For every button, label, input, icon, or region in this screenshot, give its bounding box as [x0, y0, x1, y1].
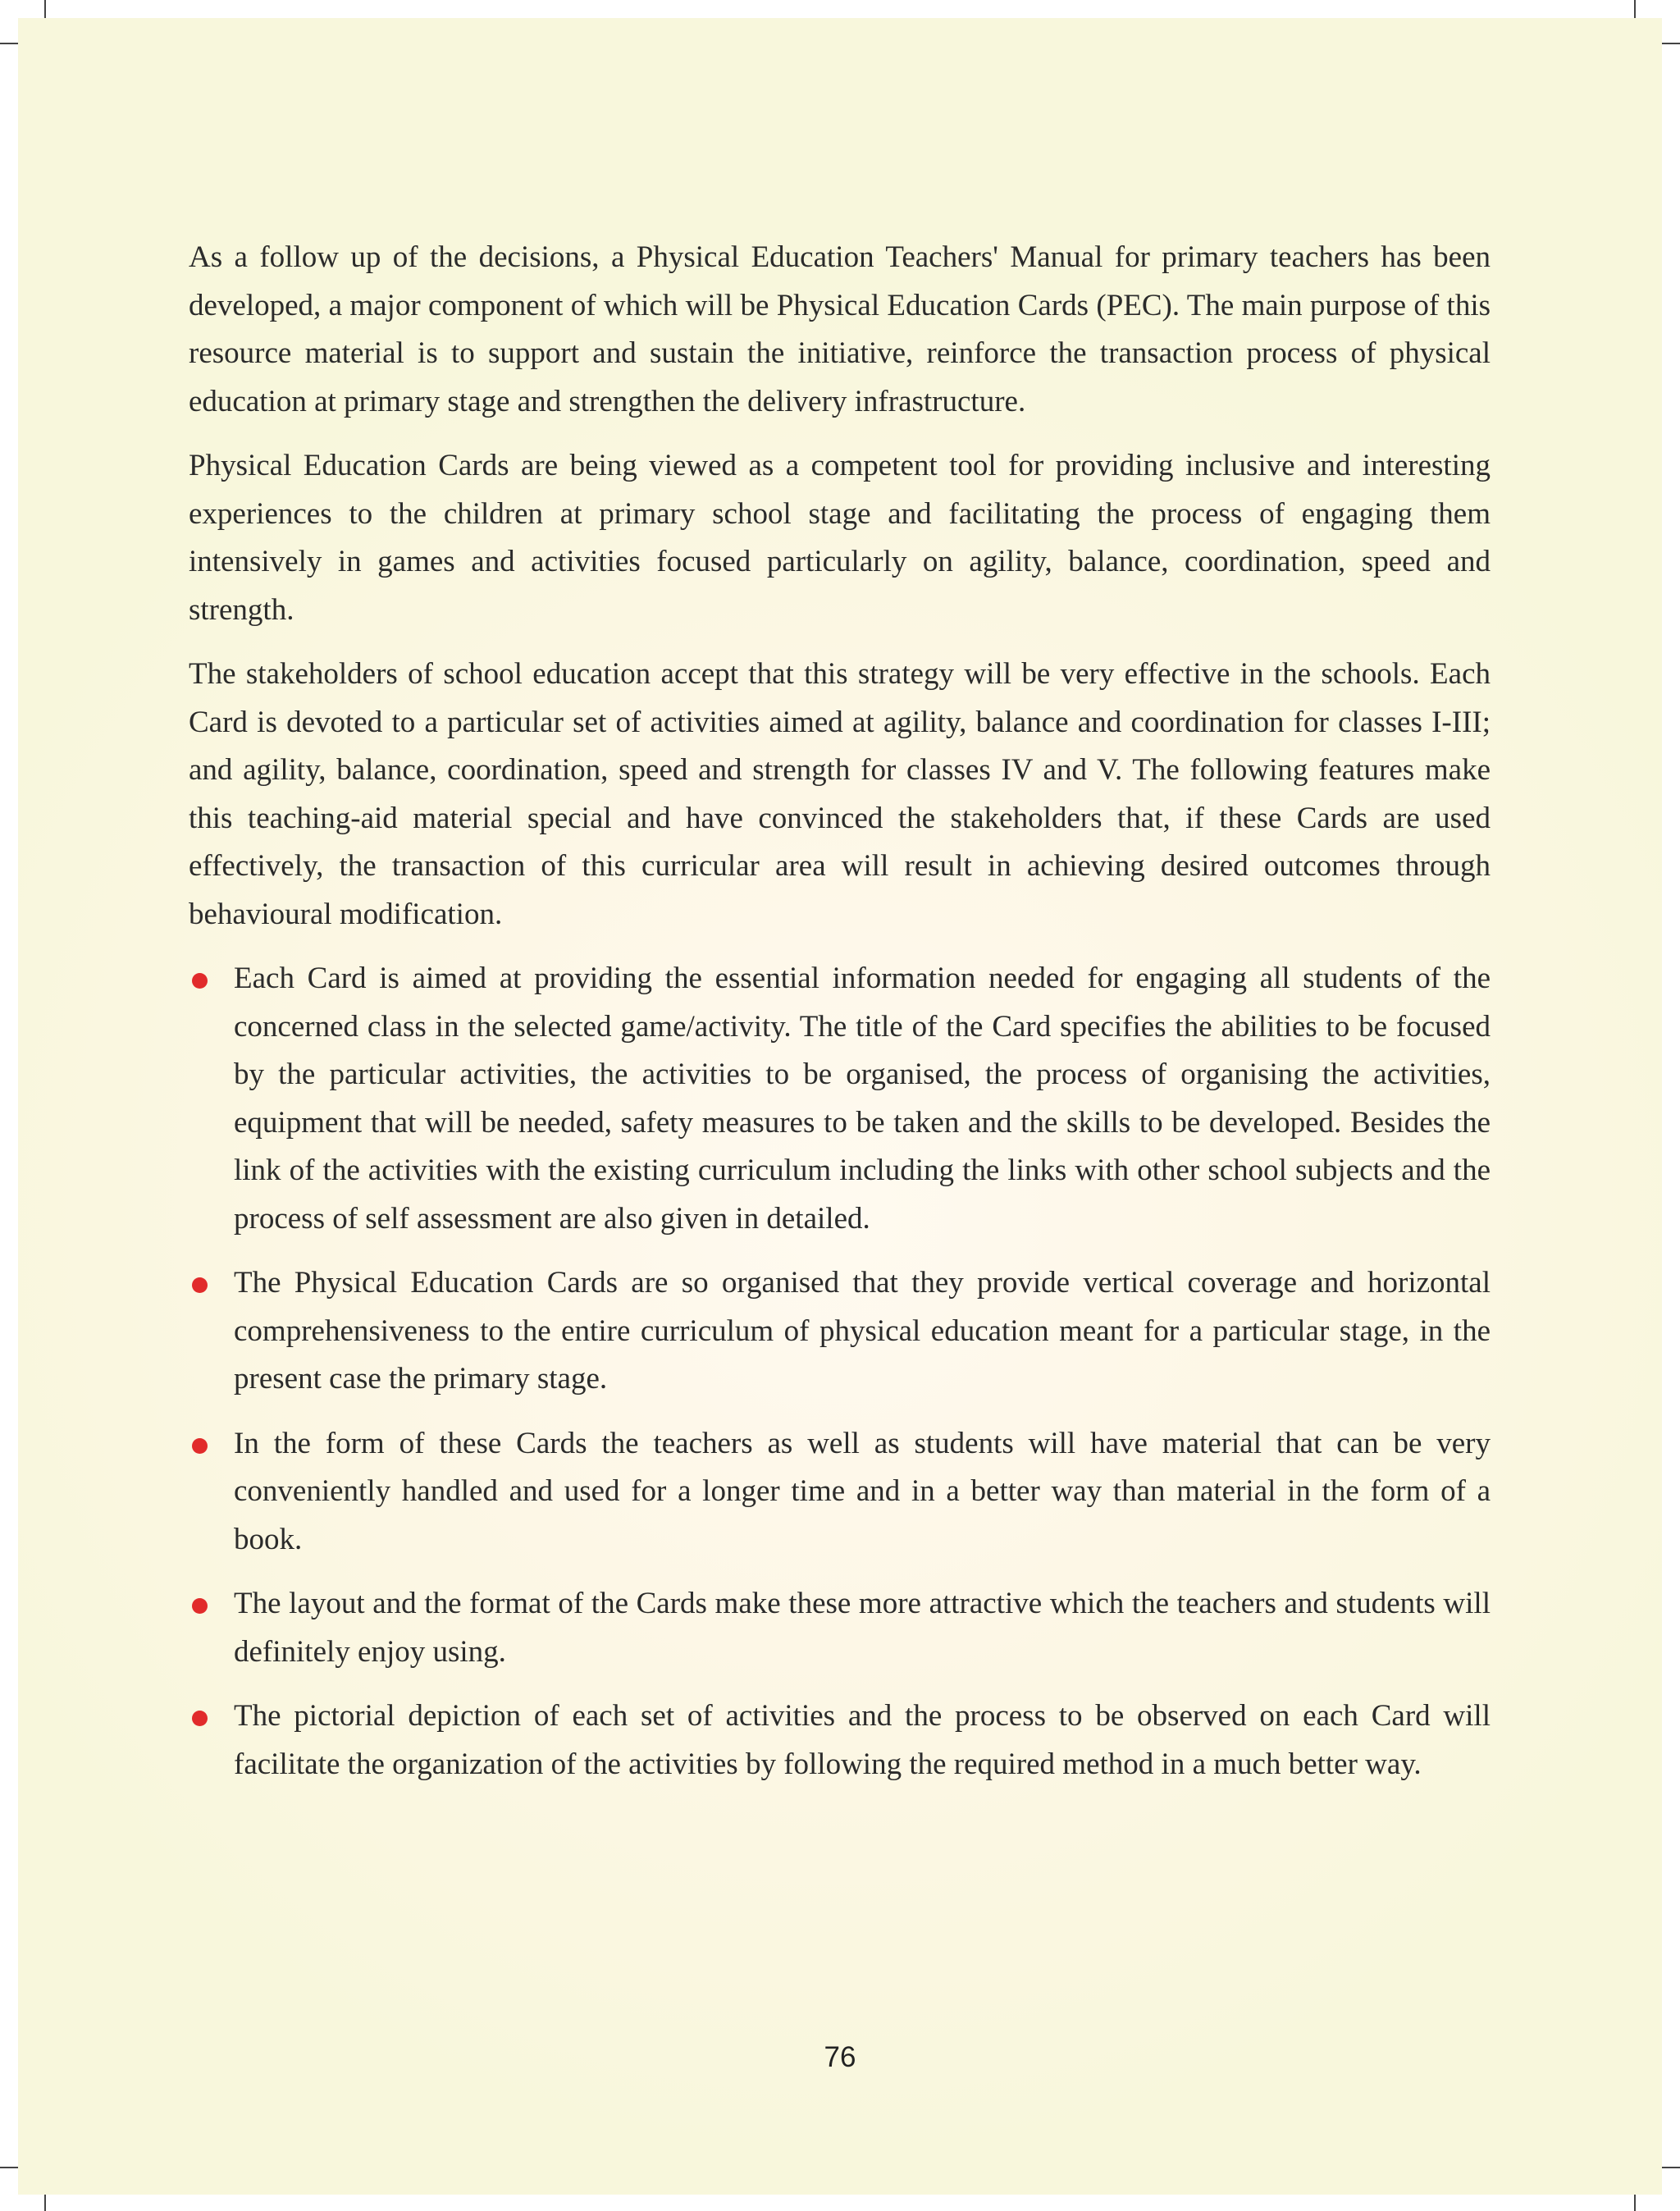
- crop-mark-top-right-h: [1660, 43, 1680, 44]
- crop-mark-bottom-right-h: [1660, 2167, 1680, 2168]
- list-item-text: The Physical Education Cards are so organised that they provide vertical coverage and horizontal comprehensiveness to the entire curriculum of physical education meant for a particular stage, in the present case the primary stage.: [234, 1266, 1491, 1396]
- bullet-dot-icon: [192, 1277, 208, 1293]
- paragraph-pec-tool: Physical Education Cards are being viewed as a competent tool for providing inclusive and interesting experiences to the children at primary school stage and facilitating the process of engaging them intensively in games and activities focused particularly on agility, balance, coordination, speed and strength.: [189, 449, 1491, 627]
- bullet-dot-icon: [192, 1711, 208, 1726]
- list-item: [189, 955, 1491, 1243]
- list-item-text: Each Card is aimed at providing the essential information needed for engaging all students of the concerned class in the selected game/activity. The title of the Card specifies the abilities to be focused by the particular activities, the activities to be organised, the process of organising the activities, equipment that will be needed, safety measures to be taken and the skills to be developed. Besides the link of the activities with the existing curriculum including the links with other school subjects and the process of self assessment are also given in detailed.: [234, 962, 1491, 1236]
- crop-mark-bottom-left-h: [0, 2167, 20, 2168]
- page-content: [189, 234, 1491, 1805]
- bullet-dot-icon: [192, 1598, 208, 1614]
- list-item-text: In the form of these Cards the teachers as well as students will have material that can be very conveniently handled and used for a longer time and in a better way than material in the form of a book.: [234, 1426, 1491, 1556]
- page-number: 76: [824, 2041, 856, 2073]
- crop-mark-top-left-h: [0, 43, 20, 44]
- bullet-dot-icon: [192, 1438, 208, 1454]
- list-item-text: The layout and the format of the Cards make these more attractive which the teachers and students will definitely enjoy using.: [234, 1587, 1491, 1669]
- list-item: [189, 1420, 1491, 1565]
- features-list: [189, 955, 1491, 1788]
- paragraph-stakeholders: The stakeholders of school education accept that this strategy will be very effective in the schools. Each Card is devoted to a particular set of activities aimed at agility, balance and coordination for classes I-III; and agility, balance, coordination, speed and strength for classes IV and V. The following features make this teaching-aid material special and have convinced the stakeholders that, if these Cards are used effectively, the transaction of this curricular area will result in achieving desired outcomes through behavioural modification.: [189, 657, 1491, 931]
- list-item: [189, 1693, 1491, 1788]
- bullet-dot-icon: [192, 973, 208, 989]
- list-item: [189, 1259, 1491, 1404]
- list-item: [189, 1580, 1491, 1676]
- list-item-text: The pictorial depiction of each set of activities and the process to be observed on each Card will facilitate the organization of the activities by following the required method in a much better way.: [234, 1699, 1491, 1781]
- paragraph-intro: As a follow up of the decisions, a Physical Education Teachers' Manual for primary teachers has been developed, a major component of which will be Physical Education Cards (PEC). The main purpose of this resource material is to support and sustain the initiative, reinforce the transaction process of physical education at primary stage and strengthen the delivery infrastructure.: [189, 240, 1491, 418]
